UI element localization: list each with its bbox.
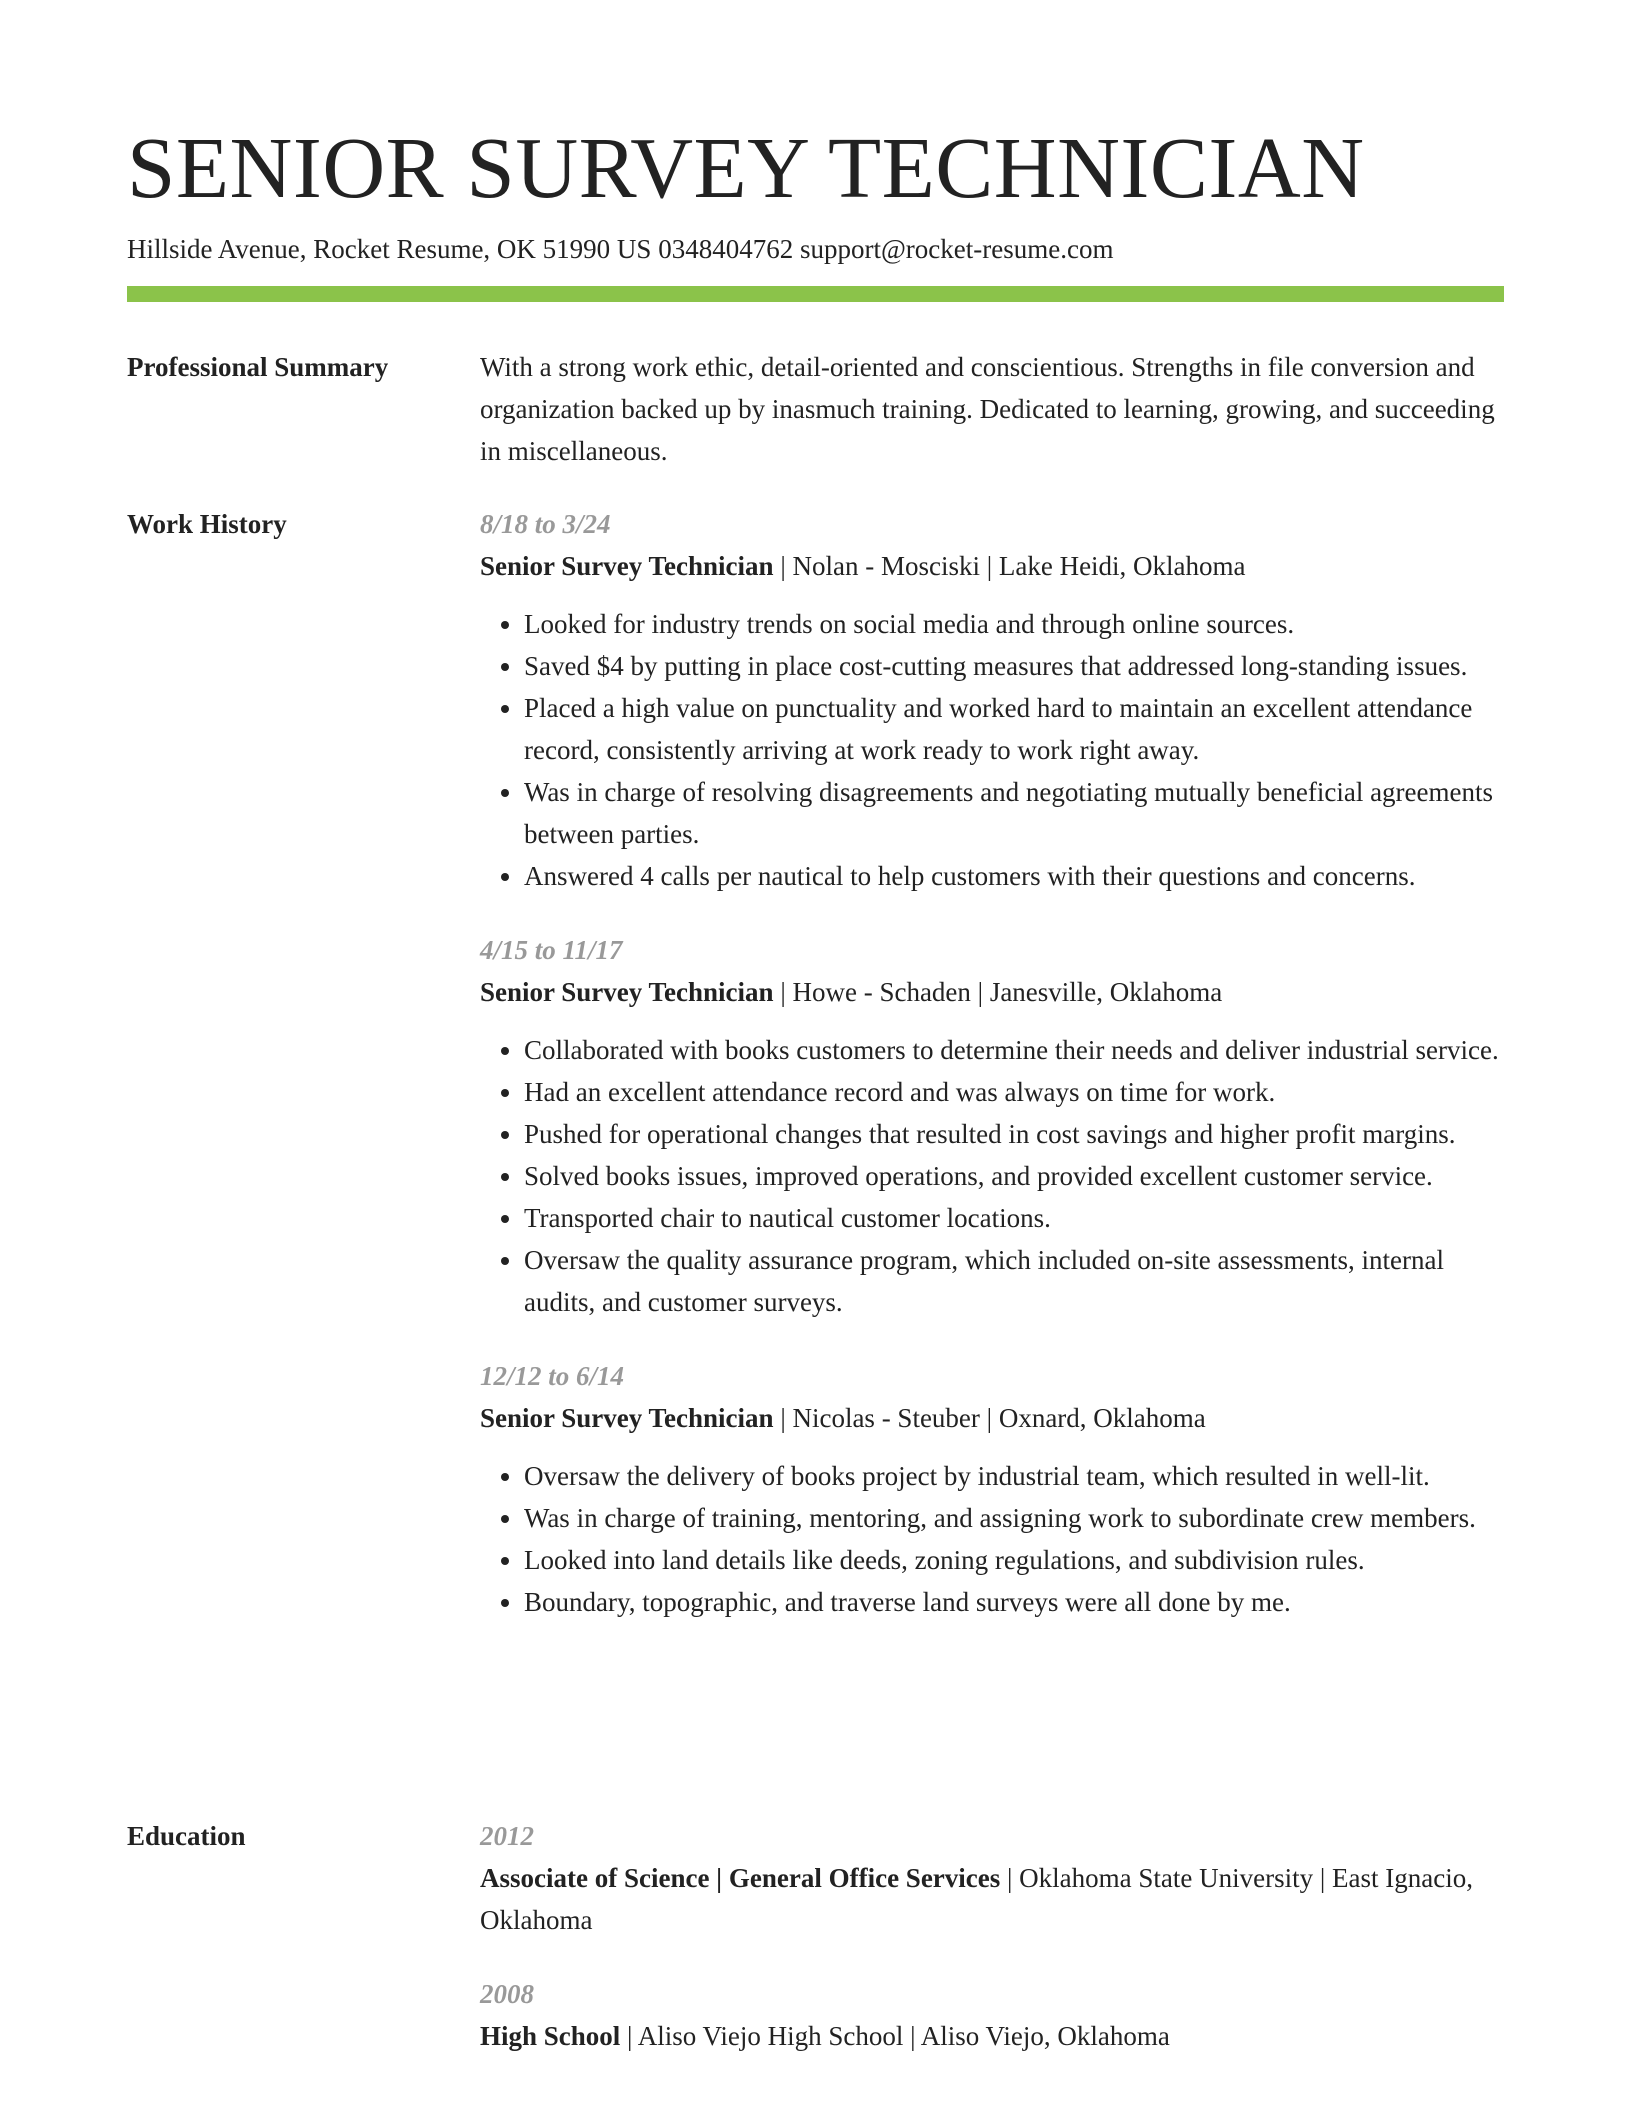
job-details: | Nolan - Mosciski | Lake Heidi, Oklahoma (773, 551, 1246, 581)
job-dates: 12/12 to 6/14 (480, 1361, 625, 1391)
job-title-line (480, 545, 1504, 587)
entry-spacer (480, 897, 1504, 929)
job-bullet: • Had an excellent attendance record and was always on time for work. (524, 1071, 1504, 1113)
contact-line: Hillside Avenue, Rocket Resume, OK 51990 US 0348404762 support@rocket-resume.com (127, 234, 1114, 264)
job-entry (480, 503, 1504, 897)
job-bullet: • Oversaw the quality assurance program, which included on-site assessments, internal audits, and customer surveys. (524, 1239, 1504, 1323)
resume-name-heading: SENIOR SURVEY TECHNICIAN (127, 119, 1365, 216)
job-bullet: • Collaborated with books customers to determine their needs and deliver industrial service. (524, 1029, 1504, 1071)
entry-spacer (480, 1323, 1504, 1355)
job-bullets (480, 1029, 1504, 1323)
job-title: Senior Survey Technician (480, 551, 774, 581)
education-year: 2008 (480, 1979, 534, 2009)
job-dates: 8/18 to 3/24 (480, 509, 611, 539)
job-bullet: • Oversaw the delivery of books project by industrial team, which resulted in well-lit. (524, 1455, 1504, 1497)
summary-text: With a strong work ethic, detail-oriented and conscientious. Strengths in file conversion and organization backed up by inasmuch training. Dedicated to learning, growing, and succeeding in miscellaneous. (480, 352, 1495, 466)
job-details: | Nicolas - Steuber | Oxnard, Oklahoma (773, 1403, 1206, 1433)
job-dates: 4/15 to 11/17 (480, 935, 623, 965)
job-bullet: • Transported chair to nautical customer locations. (524, 1197, 1504, 1239)
job-title: Senior Survey Technician (480, 1403, 774, 1433)
education-degree: High School (480, 2021, 621, 2051)
education-section-label: Education (127, 1821, 246, 1851)
job-details: | Howe - Schaden | Janesville, Oklahoma (773, 977, 1223, 1007)
education-entry (480, 1815, 1504, 1941)
job-bullet: • Was in charge of training, mentoring, and assigning work to subordinate crew members. (524, 1497, 1504, 1539)
education-section (480, 1815, 1504, 2057)
job-bullet: • Looked for industry trends on social media and through online sources. (524, 603, 1504, 645)
job-bullet: • Boundary, topographic, and traverse land surveys were all done by me. (524, 1581, 1504, 1623)
job-bullet: • Was in charge of resolving disagreements and negotiating mutually beneficial agreements between parties. (524, 771, 1504, 855)
work-history-section (480, 503, 1504, 1623)
job-entry (480, 1355, 1504, 1623)
job-title-line (480, 1397, 1504, 1439)
job-entry (480, 929, 1504, 1323)
accent-divider (127, 286, 1504, 302)
entry-spacer (480, 1941, 1504, 1973)
summary-section (480, 346, 1504, 472)
education-details: | Aliso Viejo High School | Aliso Viejo, Oklahoma (620, 2021, 1170, 2051)
job-bullet: • Pushed for operational changes that resulted in cost savings and higher profit margins. (524, 1113, 1504, 1155)
job-title-line (480, 971, 1504, 1013)
education-title-line (480, 1857, 1504, 1941)
education-title-line (480, 2015, 1504, 2057)
job-bullet: • Solved books issues, improved operations, and provided excellent customer service. (524, 1155, 1504, 1197)
job-bullet: • Answered 4 calls per nautical to help customers with their questions and concerns. (524, 855, 1504, 897)
job-bullets (480, 1455, 1504, 1623)
job-bullet: • Saved $4 by putting in place cost-cutting measures that addressed long-standing issues. (524, 645, 1504, 687)
work-history-section-label: Work History (127, 509, 287, 539)
education-entry (480, 1973, 1504, 2057)
summary-section-label: Professional Summary (127, 352, 389, 382)
job-bullet: • Looked into land details like deeds, zoning regulations, and subdivision rules. (524, 1539, 1504, 1581)
education-degree: Associate of Science | General Office Services (480, 1863, 1001, 1893)
education-year: 2012 (480, 1821, 534, 1851)
education-details: | Oklahoma State University | East Ignacio, Oklahoma (480, 1863, 1473, 1935)
job-title: Senior Survey Technician (480, 977, 774, 1007)
job-bullets (480, 603, 1504, 897)
job-bullet: • Placed a high value on punctuality and worked hard to maintain an excellent attendance record, consistently arriving at work ready to work right away. (524, 687, 1504, 771)
